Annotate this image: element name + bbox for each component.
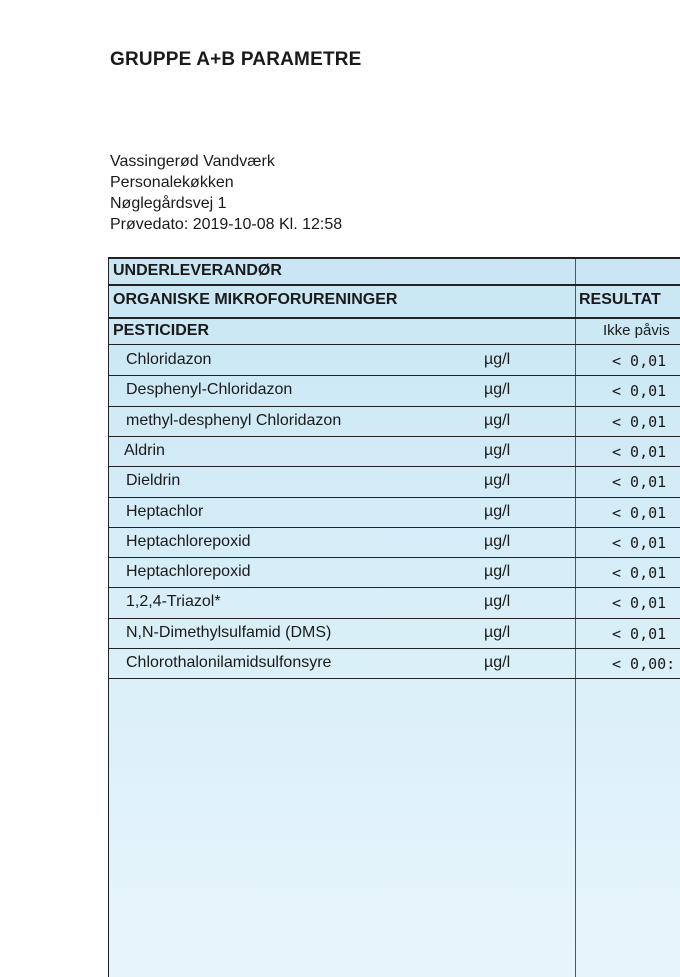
parameter-name: 1,2,4-Triazol* (126, 593, 221, 611)
section-pesticider: PESTICIDER (113, 322, 210, 339)
result-value: < 0,01 (612, 382, 667, 401)
result-value: < 0,01 (612, 564, 667, 583)
unit: µg/l (484, 381, 511, 399)
unit: µg/l (484, 472, 511, 490)
unit: µg/l (484, 654, 511, 671)
section-note: Ikke påvis (603, 322, 670, 339)
result-value: < 0,00: (612, 655, 676, 673)
table-row (109, 587, 680, 617)
parameter-name: Chloridazon (126, 351, 212, 368)
table-row (109, 406, 680, 436)
table-row (109, 436, 680, 466)
divider (109, 284, 680, 286)
table-top-border (109, 257, 680, 259)
parameter-name: Chlorothalonilamidsulfonsyre (126, 654, 332, 671)
unit: µg/l (484, 441, 511, 459)
result-value: < 0,01 (612, 352, 667, 370)
parameter-name: Heptachlorepoxid (126, 532, 251, 550)
result-value: < 0,01 (612, 503, 667, 522)
table-row (109, 497, 680, 527)
table-row (109, 466, 680, 496)
table-row (109, 345, 680, 375)
address-line-1: Vassingerød Vandværk (110, 153, 275, 170)
parameter-name: methyl-desphenyl Chloridazon (126, 411, 342, 429)
unit: µg/l (484, 411, 511, 429)
table-row (109, 375, 680, 405)
page-title: GRUPPE A+B PARAMETRE (110, 49, 362, 70)
address-line-2: Personalekøkken (110, 174, 234, 191)
unit: µg/l (484, 593, 511, 611)
header-underleverandor: UNDERLEVERANDØR (113, 262, 282, 279)
unit: µg/l (484, 532, 511, 550)
unit: µg/l (484, 563, 511, 581)
address-block (110, 151, 342, 235)
unit: µg/l (484, 623, 511, 641)
parameter-name: Heptachlor (126, 502, 204, 520)
parameter-name: N,N-Dimethylsulfamid (DMS) (126, 623, 332, 641)
result-value: < 0,01 (612, 442, 667, 461)
parameter-name: Desphenyl-Chloridazon (126, 381, 293, 399)
divider (109, 317, 680, 319)
table-row (109, 648, 680, 678)
result-value: < 0,01 (612, 533, 667, 552)
result-value: < 0,01 (612, 594, 667, 613)
parameter-name: Aldrin (124, 441, 165, 459)
table-row (109, 527, 680, 557)
table-row (109, 557, 680, 587)
header-resultat: RESULTAT (579, 291, 661, 308)
header-organiske: ORGANISKE MIKROFORURENINGER (113, 291, 398, 308)
parameter-name: Dieldrin (126, 472, 181, 490)
result-value: < 0,01 (612, 412, 667, 431)
unit: µg/l (484, 502, 511, 520)
table-row (109, 618, 680, 648)
unit: µg/l (484, 351, 511, 368)
address-line-3: Nøglegårdsvej 1 (110, 195, 227, 212)
row-divider (109, 678, 680, 679)
result-value: < 0,01 (612, 624, 667, 643)
results-table (108, 257, 680, 977)
sample-date: Prøvedato: 2019-10-08 Kl. 12:58 (110, 216, 343, 233)
parameter-name: Heptachlorepoxid (126, 563, 251, 581)
result-value: < 0,01 (612, 473, 667, 492)
